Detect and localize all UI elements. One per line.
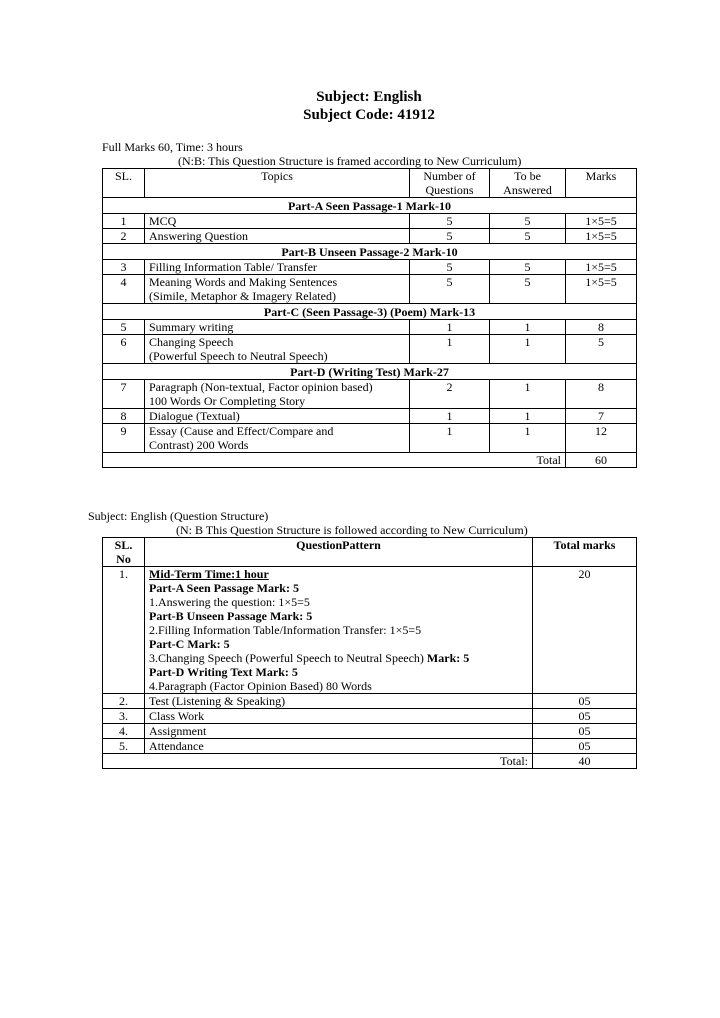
row-topic-cell bbox=[145, 335, 410, 364]
header-sl: SL. bbox=[103, 169, 145, 198]
row-sl: 3. bbox=[103, 709, 145, 724]
row-number: 5 bbox=[410, 275, 490, 304]
mid-term-title: Mid-Term Time:1 hour bbox=[149, 567, 269, 581]
row-marks: 05 bbox=[533, 694, 637, 709]
part-b-heading: Part-B Unseen Passage Mark: 5 bbox=[149, 609, 313, 623]
row-topic-detail: 100 Words Or Completing Story bbox=[149, 394, 306, 408]
row-sl: 4 bbox=[103, 275, 145, 304]
row-topic: Answering Question bbox=[145, 229, 410, 244]
part-c-detail: 3.Changing Speech (Powerful Speech to Neutral Speech) bbox=[149, 651, 427, 665]
question-structure-table bbox=[102, 537, 637, 769]
row-number: 5 bbox=[410, 214, 490, 229]
row-answered: 1 bbox=[490, 424, 566, 453]
row-sl: 9 bbox=[103, 424, 145, 453]
part-d-heading: Part-D Writing Text Mark: 5 bbox=[149, 665, 298, 679]
curriculum-note: (N:B: This Question Structure is framed according to New Curriculum) bbox=[178, 154, 522, 168]
question-structure-title: Subject: English (Question Structure) bbox=[88, 509, 269, 523]
part-heading-row bbox=[103, 364, 637, 380]
row-number: 1 bbox=[410, 320, 490, 335]
row-marks: 05 bbox=[533, 724, 637, 739]
row-number: 1 bbox=[410, 335, 490, 364]
row-topic: Dialogue (Textual) bbox=[145, 409, 410, 424]
part-heading-row bbox=[103, 198, 637, 214]
row-marks: 1×5=5 bbox=[566, 275, 637, 304]
mid-term-pattern bbox=[145, 567, 533, 694]
row-pattern: Assignment bbox=[145, 724, 533, 739]
row-topic: Essay (Cause and Effect/Compare and bbox=[149, 424, 334, 438]
table-row bbox=[103, 409, 637, 424]
total-row bbox=[103, 754, 637, 769]
header-topics: Topics bbox=[145, 169, 410, 198]
part-heading: Part-D (Writing Test) Mark-27 bbox=[103, 364, 637, 380]
table-row bbox=[103, 424, 637, 453]
part-a-detail: 1.Answering the question: 1×5=5 bbox=[149, 595, 310, 609]
row-number: 1 bbox=[410, 424, 490, 453]
header-number-of-questions: Number of Questions bbox=[410, 169, 490, 198]
table-row bbox=[103, 275, 637, 304]
row-sl: 3 bbox=[103, 260, 145, 275]
row-topic: Filling Information Table/ Transfer bbox=[145, 260, 410, 275]
header-to-be-answered: To be Answered bbox=[490, 169, 566, 198]
row-answered: 1 bbox=[490, 409, 566, 424]
row-marks: 05 bbox=[533, 709, 637, 724]
part-d-detail: 4.Paragraph (Factor Opinion Based) 80 Words bbox=[149, 679, 372, 693]
table-row bbox=[103, 214, 637, 229]
total-label: Total: bbox=[103, 754, 533, 769]
full-marks-line: Full Marks 60, Time: 3 hours bbox=[102, 140, 243, 154]
row-pattern: Test (Listening & Speaking) bbox=[145, 694, 533, 709]
row-topic-cell bbox=[145, 275, 410, 304]
row-sl: 7 bbox=[103, 380, 145, 409]
row-sl: 2. bbox=[103, 694, 145, 709]
part-heading-row bbox=[103, 304, 637, 320]
part-b-detail: 2.Filling Information Table/Information Transfer: 1×5=5 bbox=[149, 623, 422, 637]
row-sl: 4. bbox=[103, 724, 145, 739]
row-marks: 1×5=5 bbox=[566, 214, 637, 229]
row-sl: 2 bbox=[103, 229, 145, 244]
total-row bbox=[103, 453, 637, 468]
row-number: 5 bbox=[410, 229, 490, 244]
row-sl: 1. bbox=[103, 567, 145, 694]
table-row bbox=[103, 724, 637, 739]
row-marks: 20 bbox=[533, 567, 637, 694]
row-marks: 12 bbox=[566, 424, 637, 453]
row-answered: 1 bbox=[490, 380, 566, 409]
row-answered: 5 bbox=[490, 229, 566, 244]
row-sl: 8 bbox=[103, 409, 145, 424]
curriculum-note-2: (N: B This Question Structure is followed according to New Curriculum) bbox=[176, 523, 528, 537]
table-row bbox=[103, 694, 637, 709]
subject-code: Subject Code: 41912 bbox=[303, 107, 435, 123]
table-row bbox=[103, 739, 637, 754]
row-marks: 5 bbox=[566, 335, 637, 364]
row-marks: 7 bbox=[566, 409, 637, 424]
row-topic-cell bbox=[145, 424, 410, 453]
subject-title: Subject: English bbox=[316, 89, 422, 105]
total-value: 60 bbox=[566, 453, 637, 468]
row-answered: 5 bbox=[490, 214, 566, 229]
row-marks: 1×5=5 bbox=[566, 260, 637, 275]
row-marks: 1×5=5 bbox=[566, 229, 637, 244]
table-row bbox=[103, 229, 637, 244]
row-answered: 5 bbox=[490, 260, 566, 275]
row-topic: Paragraph (Non-textual, Factor opinion based) bbox=[149, 380, 373, 394]
row-pattern: Attendance bbox=[145, 739, 533, 754]
part-c-mark: Mark: 5 bbox=[426, 651, 470, 665]
part-heading: Part-A Seen Passage-1 Mark-10 bbox=[103, 198, 637, 214]
table-header-row bbox=[103, 169, 637, 198]
part-heading: Part-C (Seen Passage-3) (Poem) Mark-13 bbox=[103, 304, 637, 320]
row-topic-detail: (Simile, Metaphor & Imagery Related) bbox=[149, 289, 336, 303]
header-sl-no: SL. No bbox=[103, 538, 145, 567]
row-number: 5 bbox=[410, 260, 490, 275]
table-header-row bbox=[103, 538, 637, 567]
row-sl: 6 bbox=[103, 335, 145, 364]
row-marks: 05 bbox=[533, 739, 637, 754]
table-row bbox=[103, 380, 637, 409]
part-c-heading: Part-C Mark: 5 bbox=[149, 637, 230, 651]
row-topic: Changing Speech bbox=[149, 335, 234, 349]
total-value: 40 bbox=[533, 754, 637, 769]
part-heading-row bbox=[103, 244, 637, 260]
question-structure-section bbox=[88, 509, 636, 769]
mid-term-row bbox=[103, 567, 637, 694]
title-block bbox=[0, 88, 720, 124]
row-marks: 8 bbox=[566, 380, 637, 409]
row-answered: 1 bbox=[490, 335, 566, 364]
marks-distribution-table bbox=[102, 168, 637, 468]
marks-distribution-section bbox=[102, 140, 636, 468]
table-row bbox=[103, 335, 637, 364]
header-total-marks: Total marks bbox=[533, 538, 637, 567]
row-topic: MCQ bbox=[145, 214, 410, 229]
row-sl: 5. bbox=[103, 739, 145, 754]
table-row bbox=[103, 260, 637, 275]
row-number: 2 bbox=[410, 380, 490, 409]
row-topic-cell bbox=[145, 380, 410, 409]
row-sl: 1 bbox=[103, 214, 145, 229]
row-topic-detail: Contrast) 200 Words bbox=[149, 438, 249, 452]
header-marks: Marks bbox=[566, 169, 637, 198]
table-row bbox=[103, 320, 637, 335]
row-marks: 8 bbox=[566, 320, 637, 335]
part-c-detail-line bbox=[149, 651, 528, 665]
part-heading: Part-B Unseen Passage-2 Mark-10 bbox=[103, 244, 637, 260]
row-topic: Meaning Words and Making Sentences bbox=[149, 275, 338, 289]
row-number: 1 bbox=[410, 409, 490, 424]
table-row bbox=[103, 709, 637, 724]
row-answered: 5 bbox=[490, 275, 566, 304]
total-label: Total bbox=[103, 453, 566, 468]
header-question-pattern: QuestionPattern bbox=[145, 538, 533, 567]
row-pattern: Class Work bbox=[145, 709, 533, 724]
row-sl: 5 bbox=[103, 320, 145, 335]
row-answered: 1 bbox=[490, 320, 566, 335]
row-topic-detail: (Powerful Speech to Neutral Speech) bbox=[149, 349, 328, 363]
part-a-heading: Part-A Seen Passage Mark: 5 bbox=[149, 581, 299, 595]
row-topic: Summary writing bbox=[145, 320, 410, 335]
